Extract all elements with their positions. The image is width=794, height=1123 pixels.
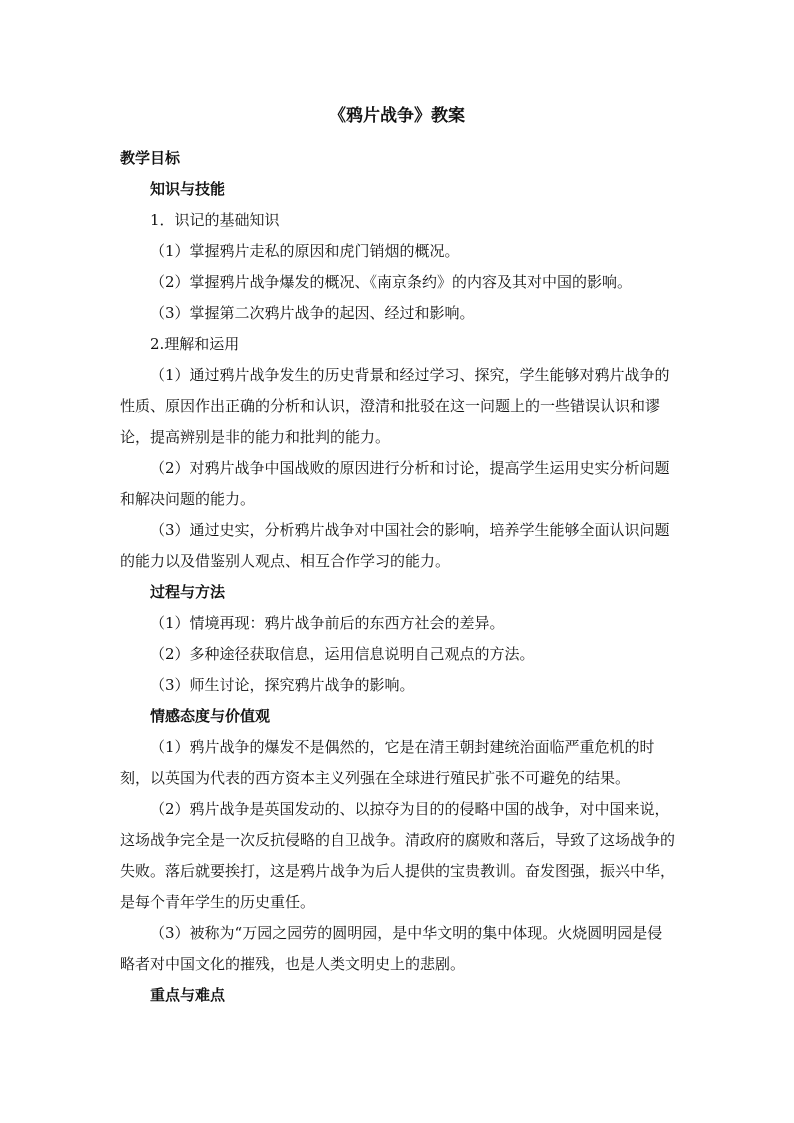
paragraph: （1）鸦片战争的爆发不是偶然的，它是在清王朝封建统治面临严重危机的时刻，以英国为代表的西方资本主义列强在全球进行殖民扩张不可避免的结果。 (120, 738, 655, 787)
paragraph: （3）被称为“万园之园劳的圆明园，是中华文明的集中体现。火烧圆明园是侵略者对中国文化的摧残，也是人类文明史上的悲剧。 (120, 924, 663, 973)
subheading-knowledge-skills: 知识与技能 (150, 180, 226, 198)
list-item: 1．识记的基础知识 (150, 211, 280, 229)
list-item: （3）师生讨论，探究鸦片战争的影响。 (150, 676, 415, 694)
list-item: （1）掌握鸦片走私的原因和虎门销烟的概况。 (150, 242, 460, 260)
paragraph: （2）鸦片战争是英国发动的、以掠夺为目的的侵略中国的战争，对中国来说，这场战争完全是一次反抗侵略的自卫战争。清政府的腐败和落后，导致了这场战争的失败。落后就要挨打，这是鸦片战争为后人提供的宝贵教训。奋发图强，振兴中华，是每个青年学生的历史重任。 (120, 800, 676, 911)
list-item: （3）掌握第二次鸦片战争的起因、经过和影响。 (150, 304, 475, 322)
document-title: 《鸦片战争》教案 (329, 106, 465, 126)
subheading-key-points: 重点与难点 (150, 986, 226, 1004)
list-item: （2）掌握鸦片战争爆发的概况、《南京条约》的内容及其对中国的影响。 (150, 273, 633, 291)
list-item: 2.理解和运用 (150, 335, 240, 353)
paragraph: （2）对鸦片战争中国战败的原因进行分析和讨论，提高学生运用史实分析问题和解决问题的能力。 (120, 459, 670, 508)
paragraph: （3）通过史实，分析鸦片战争对中国社会的影响，培养学生能够全面认识问题的能力以及借鉴别人观点、相互合作学习的能力。 (120, 521, 670, 570)
section-heading-objectives: 教学目标 (120, 149, 181, 167)
document-body (120, 143, 676, 1011)
subheading-emotion-values: 情感态度与价值观 (150, 707, 271, 725)
subheading-process-methods: 过程与方法 (150, 583, 226, 601)
list-item: （2）多种途径获取信息，运用信息说明自己观点的方法。 (150, 645, 535, 663)
list-item: （1）情境再现：鸦片战争前后的东西方社会的差异。 (150, 614, 505, 632)
paragraph: （1）通过鸦片战争发生的历史背景和经过学习、探究，学生能够对鸦片战争的性质、原因作出正确的分析和认识，澄清和批驳在这一问题上的一些错误认识和谬论，提高辨别是非的能力和批判的能力。 (120, 366, 670, 446)
